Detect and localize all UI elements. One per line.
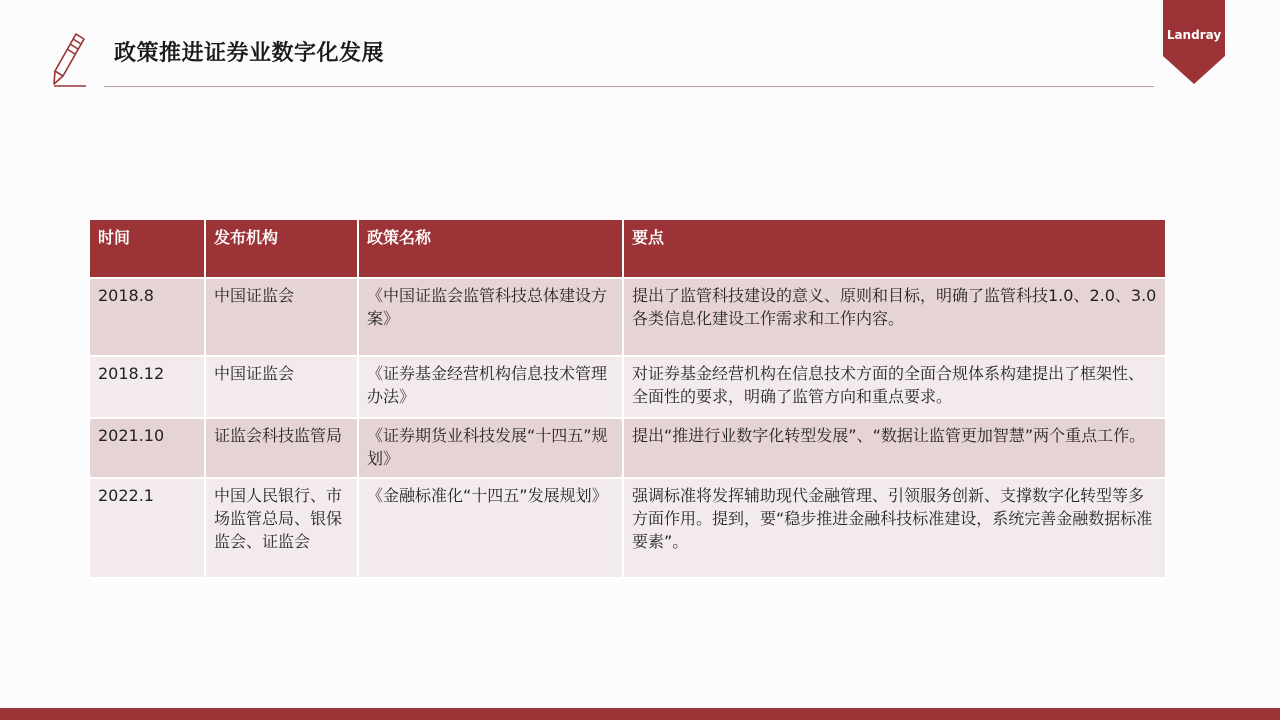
header-agency: 发布机构 (205, 219, 358, 278)
table-row (89, 418, 1166, 478)
cell-agency: 中国证监会 (205, 278, 358, 356)
cell-policy: 《证券基金经营机构信息技术管理办法》 (358, 356, 623, 418)
cell-time: 2021.10 (89, 418, 205, 478)
page-title: 政策推进证券业数字化发展 (114, 41, 385, 66)
header-time: 时间 (89, 219, 205, 278)
cell-time: 2022.1 (89, 478, 205, 578)
table-row (89, 356, 1166, 418)
policy-table (88, 218, 1167, 579)
cell-policy: 《中国证监会监管科技总体建设方案》 (358, 278, 623, 356)
cell-points: 强调标准将发挥辅助现代金融管理、引领服务创新、支撑数字化转型等多方面作用。提到，要“稳步推进金融科技标准建设，系统完善金融数据标准要素”。 (623, 478, 1166, 578)
header-points: 要点 (623, 219, 1166, 278)
cell-agency: 证监会科技监管局 (205, 418, 358, 478)
table-row (89, 278, 1166, 356)
title-divider (104, 86, 1154, 87)
cell-points: 提出“推进行业数字化转型发展”、“数据让监管更加智慧”两个重点工作。 (623, 418, 1166, 478)
brand-ribbon (1163, 0, 1225, 84)
cell-points: 对证券基金经营机构在信息技术方面的全面合规体系构建提出了框架性、全面性的要求，明确了监管方向和重点要求。 (623, 356, 1166, 418)
cell-policy: 《证券期货业科技发展“十四五”规划》 (358, 418, 623, 478)
brand-logo: Landray (1166, 28, 1222, 42)
footer-bar (0, 708, 1280, 720)
cell-policy: 《金融标准化“十四五”发展规划》 (358, 478, 623, 578)
cell-agency: 中国证监会 (205, 356, 358, 418)
cell-points: 提出了监管科技建设的意义、原则和目标，明确了监管科技1.0、2.0、3.0各类信息化建设工作需求和工作内容。 (623, 278, 1166, 356)
table-row (89, 478, 1166, 578)
cell-time: 2018.8 (89, 278, 205, 356)
header-policy: 政策名称 (358, 219, 623, 278)
cell-agency: 中国人民银行、市场监管总局、银保监会、证监会 (205, 478, 358, 578)
cell-time: 2018.12 (89, 356, 205, 418)
table-header-row (89, 219, 1166, 278)
pencil-icon (50, 30, 90, 88)
